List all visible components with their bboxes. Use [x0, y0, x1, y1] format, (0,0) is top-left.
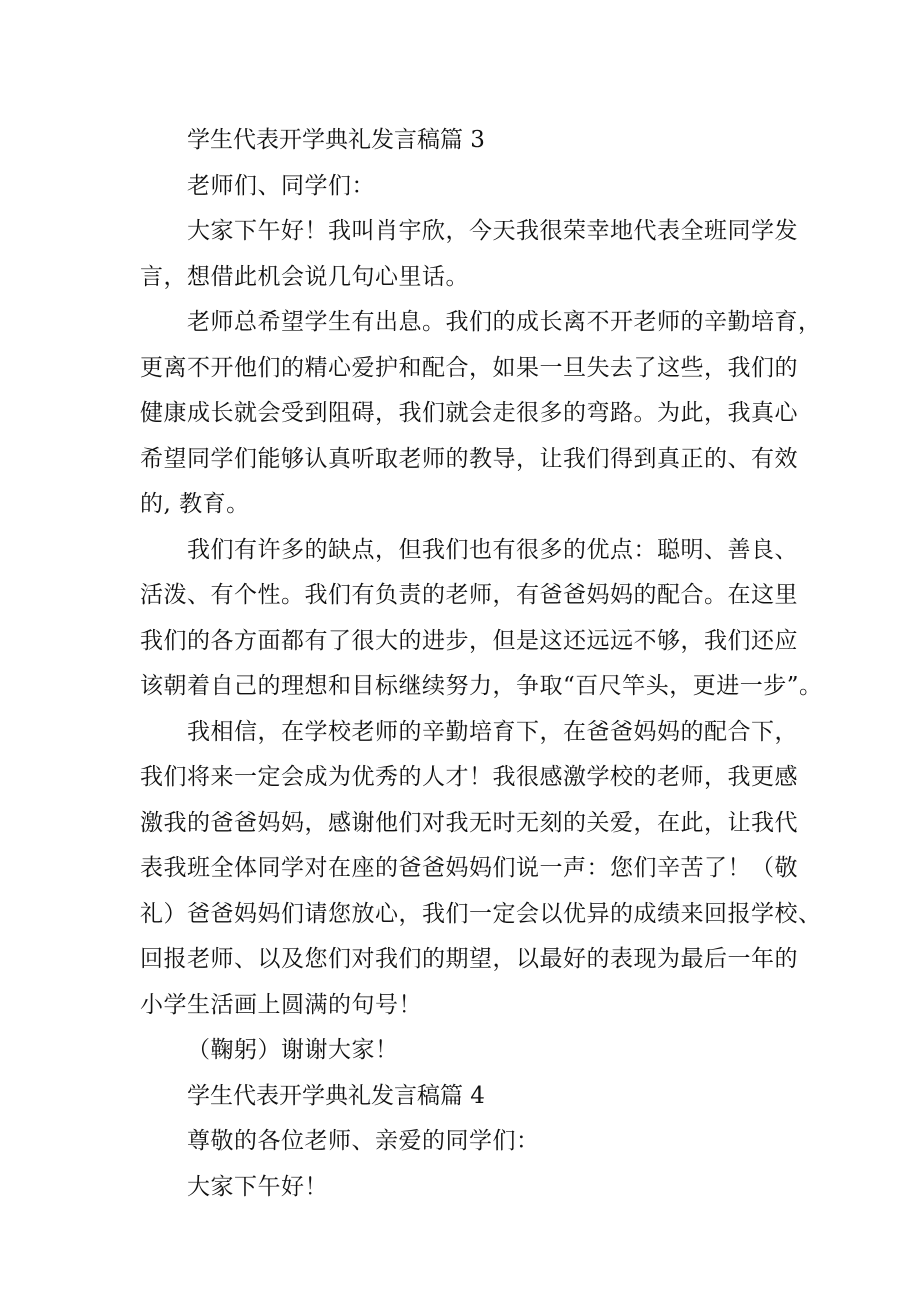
closing-paragraph — [140, 1028, 785, 1074]
text-line: 我们将来一定会成为优秀的人才！我很感激学校的老师，我更感 — [140, 764, 798, 790]
text-line: 健康成长就会受到阻碍，我们就会走很多的弯路。为此，我真心 — [140, 400, 798, 426]
heading-line: 学生代表开学典礼发言稿篇 4 — [187, 1082, 485, 1109]
text-line: 我相信，在学校老师的辛勤培育下，在爸爸妈妈的配合下， — [187, 718, 798, 745]
body-paragraph-teachers — [140, 300, 822, 528]
text-line: 大家下午好！ — [187, 1173, 328, 1200]
document-body — [140, 118, 823, 1210]
text-line: 尊敬的各位老师、亲爱的同学们： — [187, 1128, 540, 1154]
section-heading-4 — [140, 1074, 785, 1120]
greeting-paragraph-2 — [140, 1119, 785, 1165]
text-line: 小学生活画上圆满的句号！ — [140, 991, 422, 1018]
text-line: 言，想借此机会说几句心里话。 — [140, 263, 469, 290]
text-line: 激我的爸爸妈妈，感谢他们对我无时无刻的关爱，在此，让我代 — [140, 809, 798, 836]
intro-paragraph — [140, 209, 798, 300]
text-line: 希望同学们能够认真听取老师的教导，让我们得到真正的、有效 — [140, 445, 798, 472]
text-line: （鞠躬）谢谢大家！ — [187, 1037, 399, 1063]
text-line: 大家下午好！我叫肖宇欣，今天我很荣幸地代表全班同学发 — [187, 218, 798, 244]
heading-line: 学生代表开学典礼发言稿篇 3 — [187, 127, 485, 153]
section-heading-3 — [140, 118, 785, 164]
text-line: 礼）爸爸妈妈们请您放心，我们一定会以优异的成绩来回报学校、 — [140, 900, 822, 927]
greeting-paragraph — [140, 164, 785, 210]
body-paragraph-gratitude — [140, 710, 822, 1029]
text-line: 的, 教育。 — [140, 491, 250, 517]
opening-paragraph-2 — [140, 1165, 785, 1211]
text-line: 表我班全体同学对在座的爸爸妈妈们说一声：您们辛苦了！（敬 — [140, 855, 798, 881]
body-paragraph-strengths — [140, 528, 823, 710]
text-line: 活泼、有个性。我们有负责的老师，有爸爸妈妈的配合。在这里 — [140, 582, 798, 608]
text-line: 该朝着自己的理想和目标继续努力，争取“百尺竿头，更进一步”。 — [140, 673, 823, 699]
text-line: 老师们、同学们： — [187, 172, 375, 199]
text-line: 更离不开他们的精心爱护和配合，如果一旦失去了这些，我们的 — [140, 354, 798, 381]
text-line: 我们有许多的缺点，但我们也有很多的优点：聪明、善良、 — [187, 536, 798, 563]
text-line: 老师总希望学生有出息。我们的成长离不开老师的辛勤培育， — [187, 309, 822, 335]
text-line: 回报老师、以及您们对我们的期望，以最好的表现为最后一年的 — [140, 946, 798, 972]
text-line: 我们的各方面都有了很大的进步，但是这还远远不够，我们还应 — [140, 627, 798, 654]
